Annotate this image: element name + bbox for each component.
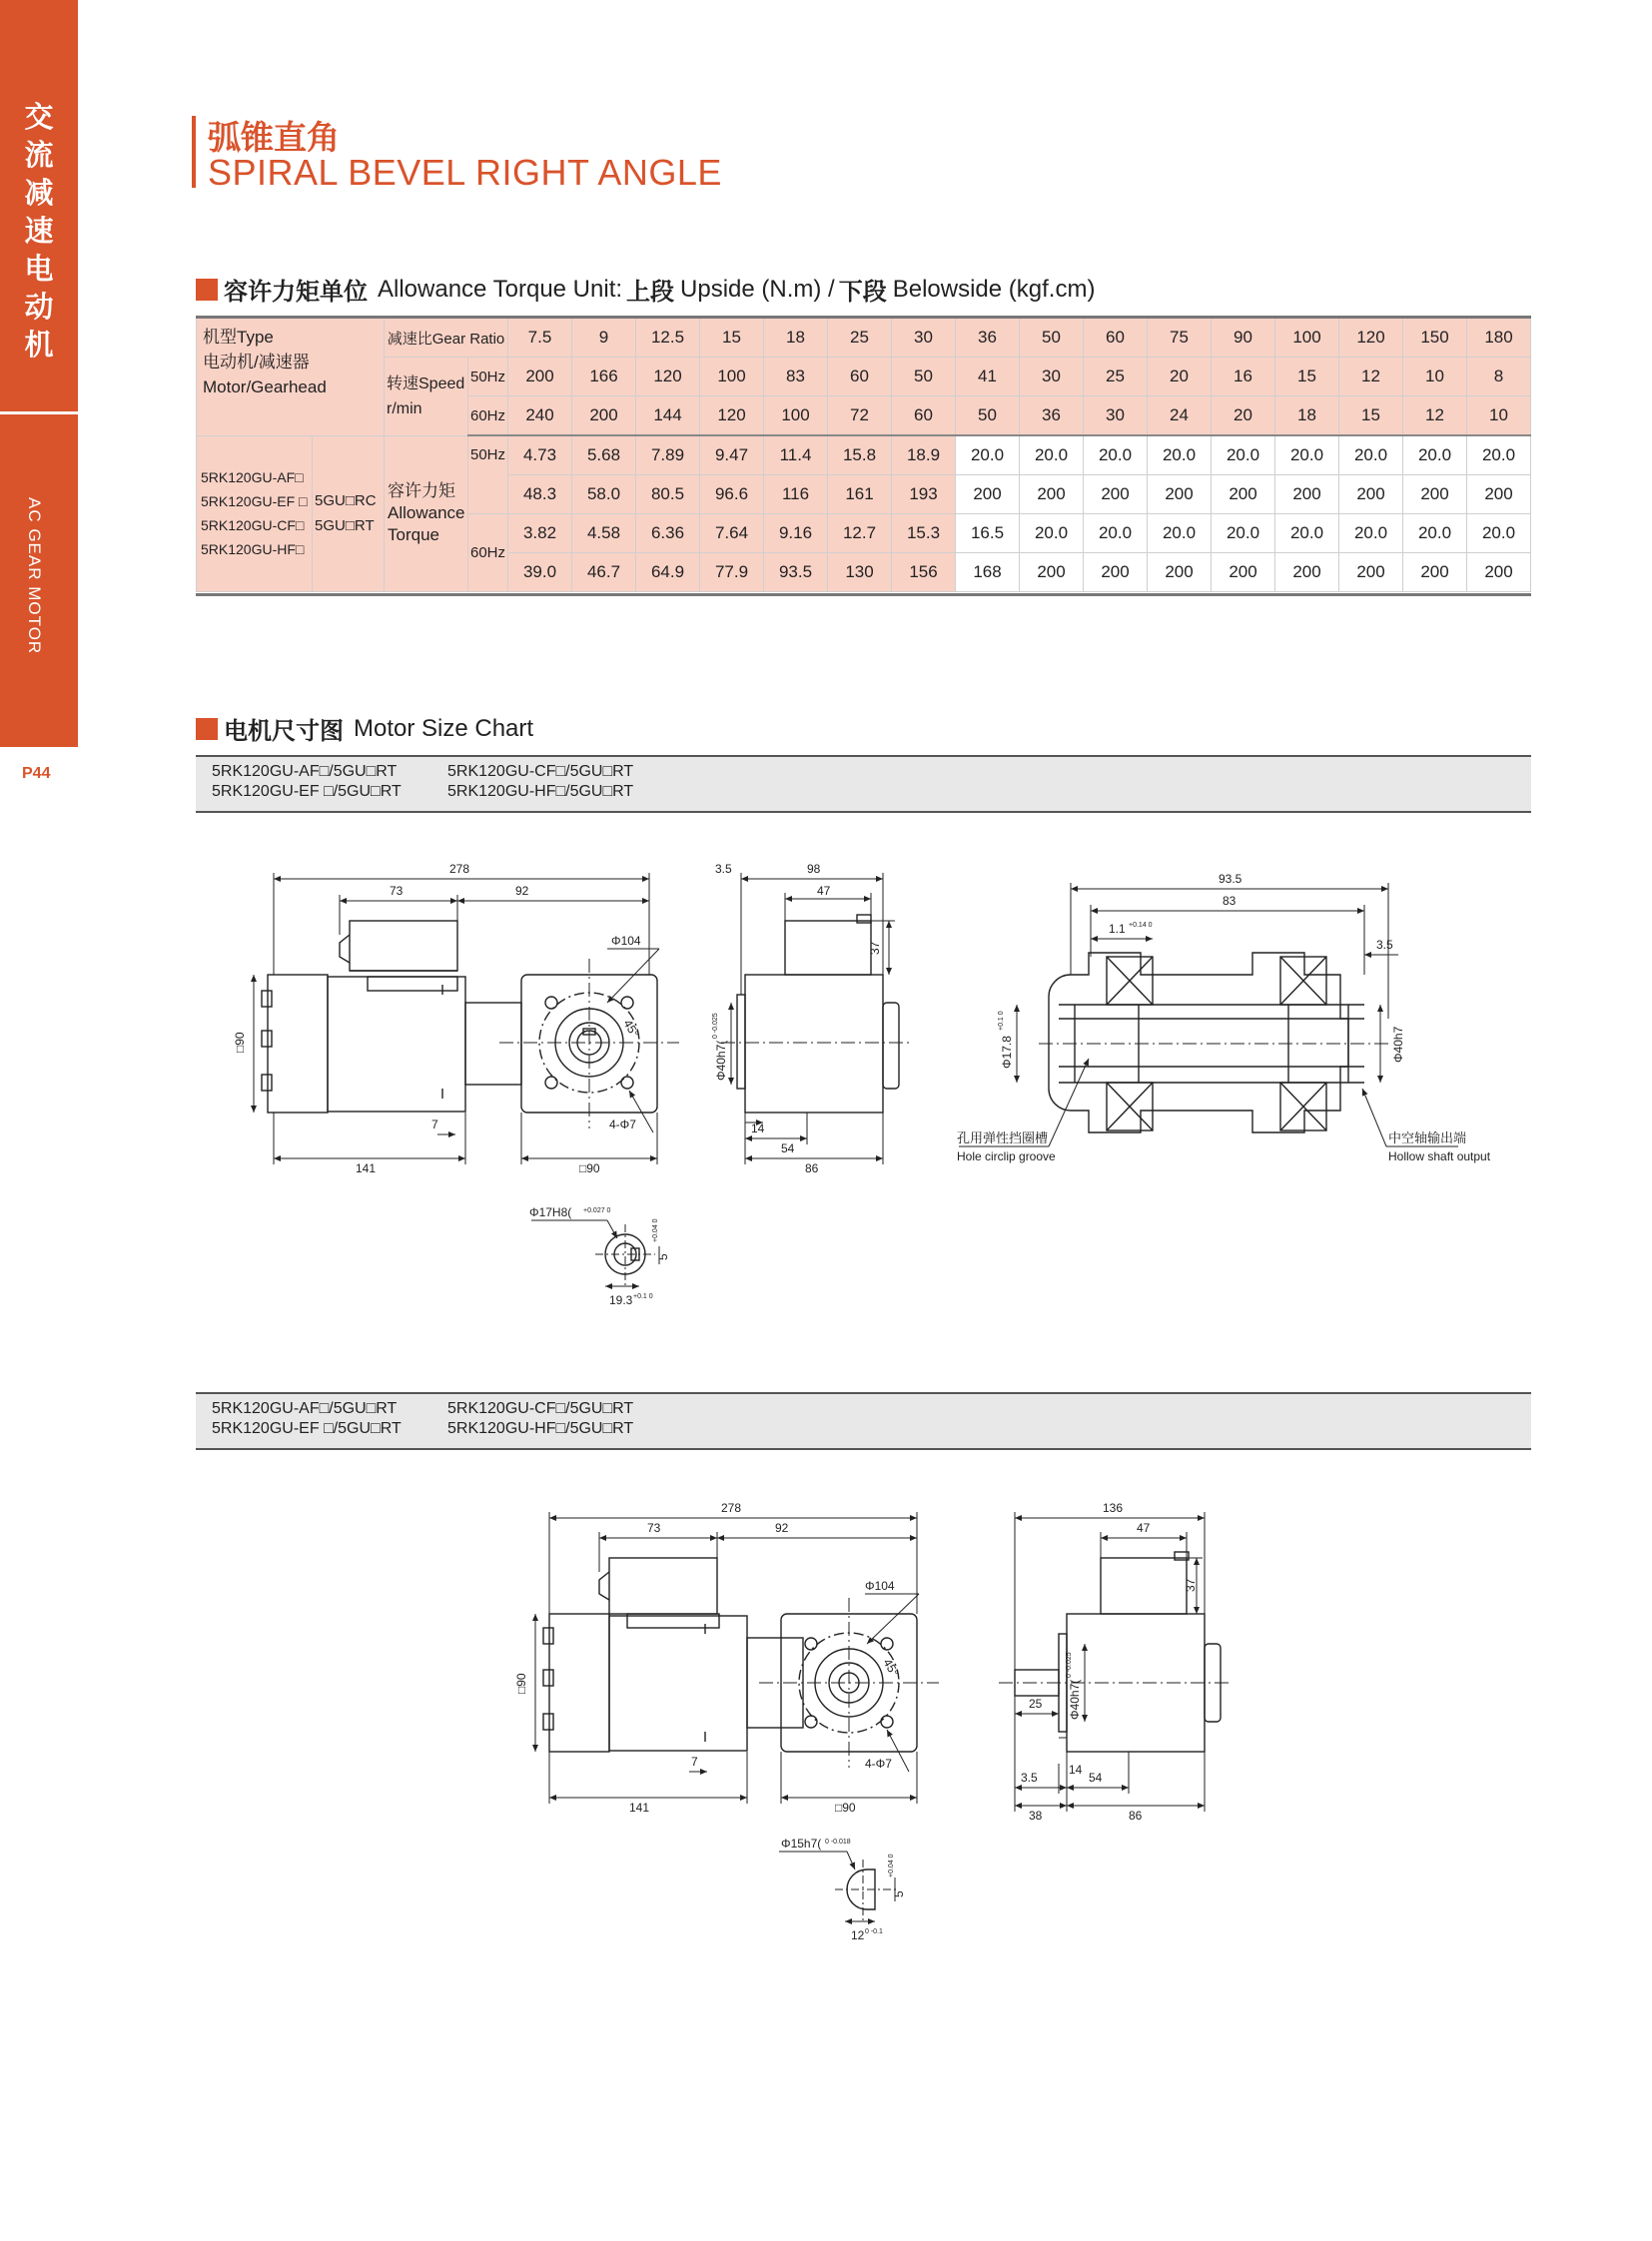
torque-60hz-label: 60Hz [468,514,508,592]
dim-phi40-tol: 0 -0.025 [712,1013,719,1039]
drawing1-labels [233,862,1491,1307]
dim-54: 54 [781,1141,795,1155]
dim-sq90-side: □90 [233,1032,247,1053]
torque-50-nm-cell: 20.0 [1275,435,1339,475]
torque-50-kgf-cell: 116 [764,475,828,514]
upside-label-en: Upside (N.m) / [680,275,835,303]
drawing1-dimensions [254,873,659,1164]
upside-label-cn: 上段 [626,278,675,306]
torque-50-kgf-cell: 161 [828,475,892,514]
ratio-cell: 150 [1403,319,1467,358]
torque-50-kgf-cell: 48.3 [508,475,572,514]
dim-phi104: Φ104 [611,934,641,948]
dim-key5: 5 [656,1253,670,1260]
speed-60-cell: 72 [828,396,892,436]
torque-50-nm-cell: 20.0 [1020,435,1084,475]
dim-phi40-tol: 0 -0.025 [1066,1652,1073,1678]
hollow-label-en: Hollow shaft output [1388,1149,1491,1163]
speed-50-cell: 16 [1212,358,1275,396]
ratio-cell: 25 [828,319,892,358]
speed-50-cell: 50 [892,358,956,396]
drawing1-hollow-dimensions [959,883,1458,1146]
torque-60-nm-cell: 20.0 [1020,514,1084,553]
speed-50-cell: 20 [1148,358,1212,396]
dim-83: 83 [1223,894,1237,908]
drawing1-shaft-detail [531,1220,659,1288]
dim-sq90: □90 [835,1801,856,1815]
torque-60-nm-cell: 20.0 [1084,514,1148,553]
dim-141: 141 [629,1801,650,1815]
dim-phi40: Φ40h7( [714,1040,728,1081]
speed-60-cell: 100 [764,396,828,436]
drawing2-dimensions [535,1512,919,1804]
dim-holes: 4-Φ7 [865,1757,892,1771]
speed-50-cell: 41 [956,358,1020,396]
model-ef: 5RK120GU-EF □/5GU□RT [212,1420,402,1437]
ratio-cell: 12.5 [636,319,700,358]
speed-50-cell: 25 [1084,358,1148,396]
torque-50-kgf-cell: 200 [1339,475,1403,514]
ratio-cell: 90 [1212,319,1275,358]
torque-title-en: Allowance Torque Unit: [378,275,623,303]
speed-50-cell: 10 [1403,358,1467,396]
dim-25: 25 [1029,1697,1043,1711]
dim-holes: 4-Φ7 [609,1118,636,1131]
dim-phi40h7: Φ40h7 [1391,1026,1405,1063]
torque-60-nm-cell: 6.36 [636,514,700,553]
dim-3-5b: 3.5 [1376,938,1393,952]
dim-98: 98 [807,862,821,876]
dim-14: 14 [1069,1763,1083,1777]
dim-key5: 5 [892,1890,906,1897]
motor-model: 5RK120GU-HF□ [201,541,305,558]
torque-60-kgf-cell: 200 [1339,553,1403,592]
allow-torque-en: Torque [388,525,439,545]
dim-73: 73 [390,884,404,898]
dim-73: 73 [647,1521,661,1535]
model-hf: 5RK120GU-HF□/5GU□RT [447,1420,634,1437]
torque-50-kgf-cell: 200 [1212,475,1275,514]
hollow-label-cn: 中空轴输出端 [1388,1130,1467,1145]
speed-60-cell: 12 [1403,396,1467,436]
torque-60-nm-cell: 9.16 [764,514,828,553]
allow-torque-cn: 容许力矩 [388,481,455,501]
dim-37: 37 [1184,1578,1198,1592]
dim-86: 86 [805,1161,819,1175]
drawing2-shaft-detail [779,1852,897,1923]
torque-60-nm-cell: 20.0 [1403,514,1467,553]
gearhead-model: 5GU□RC [315,492,377,510]
speed-60-cell: 36 [1020,396,1084,436]
speed-50-cell: 120 [636,358,700,396]
dim-141: 141 [356,1161,377,1175]
speed-label: 转速Speed [387,374,465,392]
torque-60-kgf-cell: 200 [1020,553,1084,592]
torque-50-nm-cell: 20.0 [1084,435,1148,475]
torque-50-nm-cell: 18.9 [892,435,956,475]
torque-50-kgf-cell: 200 [1403,475,1467,514]
speed-60-cell: 50 [956,396,1020,436]
torque-60-kgf-cell: 200 [1467,553,1531,592]
drawing2-labels [514,1501,1198,1942]
dim-136: 136 [1103,1501,1124,1515]
torque-50-kgf-cell: 80.5 [636,475,700,514]
torque-50-nm-cell: 7.89 [636,435,700,475]
ratio-cell: 180 [1467,319,1531,358]
speed-50-cell: 83 [764,358,828,396]
speed-50-cell: 30 [1020,358,1084,396]
dim-key5-tol: +0.04 0 [888,1854,895,1877]
speed-60hz-label: 60Hz [468,396,508,436]
dim-14: 14 [751,1121,765,1135]
dim-phi17-8: Φ17.8 [1000,1036,1014,1069]
torque-50-nm-cell: 20.0 [1403,435,1467,475]
speed-60-cell: 18 [1275,396,1339,436]
torque-60-kgf-cell: 77.9 [700,553,764,592]
torque-60-nm-cell: 3.82 [508,514,572,553]
speed-50-cell: 166 [572,358,636,396]
gearhead-model: 5GU□RT [315,517,375,535]
drawing2-side-dimensions [1015,1512,1205,1812]
torque-50-nm-cell: 4.73 [508,435,572,475]
model-cf: 5RK120GU-CF□/5GU□RT [447,763,634,780]
torque-60-nm-cell: 16.5 [956,514,1020,553]
allow-torque-en: Allowance [388,503,465,523]
type-label: 机型Type [203,328,274,347]
torque-50-nm-cell: 9.47 [700,435,764,475]
dim-phi17: Φ17H8( [529,1205,572,1219]
ratio-cell: 9 [572,319,636,358]
ratio-cell: 7.5 [508,319,572,358]
model-hf: 5RK120GU-HF□/5GU□RT [447,783,634,800]
dim-12-tol: 0 -0.1 [865,1928,883,1935]
torque-60-nm-cell: 20.0 [1467,514,1531,553]
dim-1-1: 1.1 [1109,922,1126,936]
ratio-cell: 100 [1275,319,1339,358]
motor-model: 5RK120GU-AF□ [201,469,304,486]
dim-phi104: Φ104 [865,1579,895,1593]
dim-19-3: 19.3 [609,1293,633,1307]
dim-47: 47 [1137,1521,1151,1535]
speed-60-cell: 30 [1084,396,1148,436]
dim-38: 38 [1029,1809,1043,1823]
torque-50-nm-cell: 11.4 [764,435,828,475]
speed-60-cell: 144 [636,396,700,436]
speed-60-cell: 15 [1339,396,1403,436]
drawing1-front-view [262,921,679,1128]
ratio-cell: 18 [764,319,828,358]
dim-47: 47 [817,884,831,898]
torque-50-nm-cell: 20.0 [1148,435,1212,475]
ratio-cell: 120 [1339,319,1403,358]
torque-50-kgf-cell: 200 [1020,475,1084,514]
dim-phi15-tol: 0 -0.018 [825,1839,851,1846]
torque-50-kgf-cell: 200 [1148,475,1212,514]
speed-60-cell: 60 [892,396,956,436]
torque-50-kgf-cell: 58.0 [572,475,636,514]
torque-60-kgf-cell: 168 [956,553,1020,592]
dim-angle: 45° [880,1656,902,1680]
groove-label-en: Hole circlip groove [957,1149,1056,1163]
belowside-label-cn: 下段 [838,278,887,306]
model-af: 5RK120GU-AF□/5GU□RT [212,1400,398,1417]
speed-50-cell: 15 [1275,358,1339,396]
speed-60-cell: 120 [700,396,764,436]
speed-50-cell: 200 [508,358,572,396]
speed-60-cell: 10 [1467,396,1531,436]
torque-60-kgf-cell: 200 [1275,553,1339,592]
dim-92: 92 [515,884,529,898]
speed-50-cell: 12 [1339,358,1403,396]
speed-50-cell: 100 [700,358,764,396]
torque-60-kgf-cell: 200 [1148,553,1212,592]
speed-60-cell: 240 [508,396,572,436]
dim-7: 7 [431,1118,438,1131]
belowside-label-en: Belowside (kgf.cm) [892,275,1096,303]
dim-7: 7 [691,1755,698,1769]
dim-3-5: 3.5 [715,862,732,876]
motor-model: 5RK120GU-EF □ [201,493,308,510]
torque-60-kgf-cell: 200 [1212,553,1275,592]
torque-50-kgf-cell: 200 [956,475,1020,514]
dim-1-1-tol: +0.14 0 [1129,922,1153,929]
ratio-cell: 75 [1148,319,1212,358]
dim-278: 278 [721,1501,742,1515]
dim-37: 37 [868,941,882,955]
page-title-en: SPIRAL BEVEL RIGHT ANGLE [208,152,722,193]
torque-60-nm-cell: 20.0 [1339,514,1403,553]
torque-60-kgf-cell: 46.7 [572,553,636,592]
torque-50-nm-cell: 15.8 [828,435,892,475]
dim-phi15: Φ15h7( [781,1837,822,1851]
ratio-cell: 36 [956,319,1020,358]
motor-gearhead-cn: 电动机/减速器 [203,353,310,372]
dim-sq90: □90 [579,1161,600,1175]
gear-ratio-label: 减速比Gear Ratio [385,319,508,358]
torque-50-nm-cell: 20.0 [956,435,1020,475]
dim-phi40: Φ40h7( [1068,1679,1082,1720]
torque-50hz-label: 50Hz [468,435,508,514]
motor-gearhead-en: Motor/Gearhead [203,377,327,396]
model-cf: 5RK120GU-CF□/5GU□RT [447,1400,634,1417]
ratio-cell: 30 [892,319,956,358]
torque-60-nm-cell: 7.64 [700,514,764,553]
torque-50-nm-cell: 20.0 [1212,435,1275,475]
torque-50-nm-cell: 20.0 [1339,435,1403,475]
dim-86: 86 [1129,1809,1143,1823]
dim-92: 92 [775,1521,789,1535]
size-title-en: Motor Size Chart [354,714,534,742]
torque-50-kgf-cell: 200 [1467,475,1531,514]
torque-50-kgf-cell: 193 [892,475,956,514]
dim-key5-tol: +0.04 0 [652,1218,659,1242]
torque-title-cn: 容许力矩单位 [224,278,368,306]
torque-50-kgf-cell: 200 [1275,475,1339,514]
sidebar-category-en: AC GEAR MOTOR [25,497,44,655]
model-af: 5RK120GU-AF□/5GU□RT [212,763,398,780]
dim-93-5: 93.5 [1219,872,1242,886]
torque-60-nm-cell: 20.0 [1275,514,1339,553]
sidebar-category-cn: 交流减速电动机 [24,100,54,362]
dim-12: 12 [851,1928,865,1942]
model-ef: 5RK120GU-EF □/5GU□RT [212,783,402,800]
dim-sq90-side: □90 [514,1673,528,1694]
torque-50-nm-cell: 5.68 [572,435,636,475]
size-title-cn: 电机尺寸图 [224,717,344,745]
torque-60-kgf-cell: 64.9 [636,553,700,592]
page-number: P44 [22,765,51,782]
torque-50-nm-cell: 20.0 [1467,435,1531,475]
groove-label-cn: 孔用弹性挡圈槽 [957,1130,1049,1145]
torque-60-nm-cell: 4.58 [572,514,636,553]
dim-phi17-tol: +0.027 0 [583,1207,611,1214]
drawing1-hollow-shaft [1039,953,1388,1132]
dim-3-5: 3.5 [1021,1771,1038,1785]
torque-50-kgf-cell: 96.6 [700,475,764,514]
torque-60-kgf-cell: 200 [1084,553,1148,592]
dim-19-3-tol: +0.1 0 [633,1293,653,1300]
speed-50-cell: 60 [828,358,892,396]
ratio-cell: 60 [1084,319,1148,358]
speed-50hz-label: 50Hz [468,358,508,396]
torque-60-kgf-cell: 156 [892,553,956,592]
speed-60-cell: 24 [1148,396,1212,436]
speed-60-cell: 20 [1212,396,1275,436]
speed-unit: r/min [387,399,422,417]
speed-50-cell: 8 [1467,358,1531,396]
speed-60-cell: 200 [572,396,636,436]
ratio-cell: 15 [700,319,764,358]
torque-60-kgf-cell: 130 [828,553,892,592]
torque-60-nm-cell: 20.0 [1148,514,1212,553]
torque-60-kgf-cell: 39.0 [508,553,572,592]
dim-54: 54 [1089,1771,1103,1785]
torque-60-kgf-cell: 200 [1403,553,1467,592]
torque-60-nm-cell: 12.7 [828,514,892,553]
torque-60-kgf-cell: 93.5 [764,553,828,592]
torque-60-nm-cell: 15.3 [892,514,956,553]
dim-angle: 45° [620,1017,642,1041]
dim-phi17-8-tol: +0.1 0 [998,1011,1005,1031]
ratio-cell: 50 [1020,319,1084,358]
motor-model: 5RK120GU-CF□ [201,517,305,534]
torque-50-kgf-cell: 200 [1084,475,1148,514]
page-title-cn: 弧锥直角 [208,118,340,157]
dim-278: 278 [449,862,470,876]
torque-60-nm-cell: 20.0 [1212,514,1275,553]
